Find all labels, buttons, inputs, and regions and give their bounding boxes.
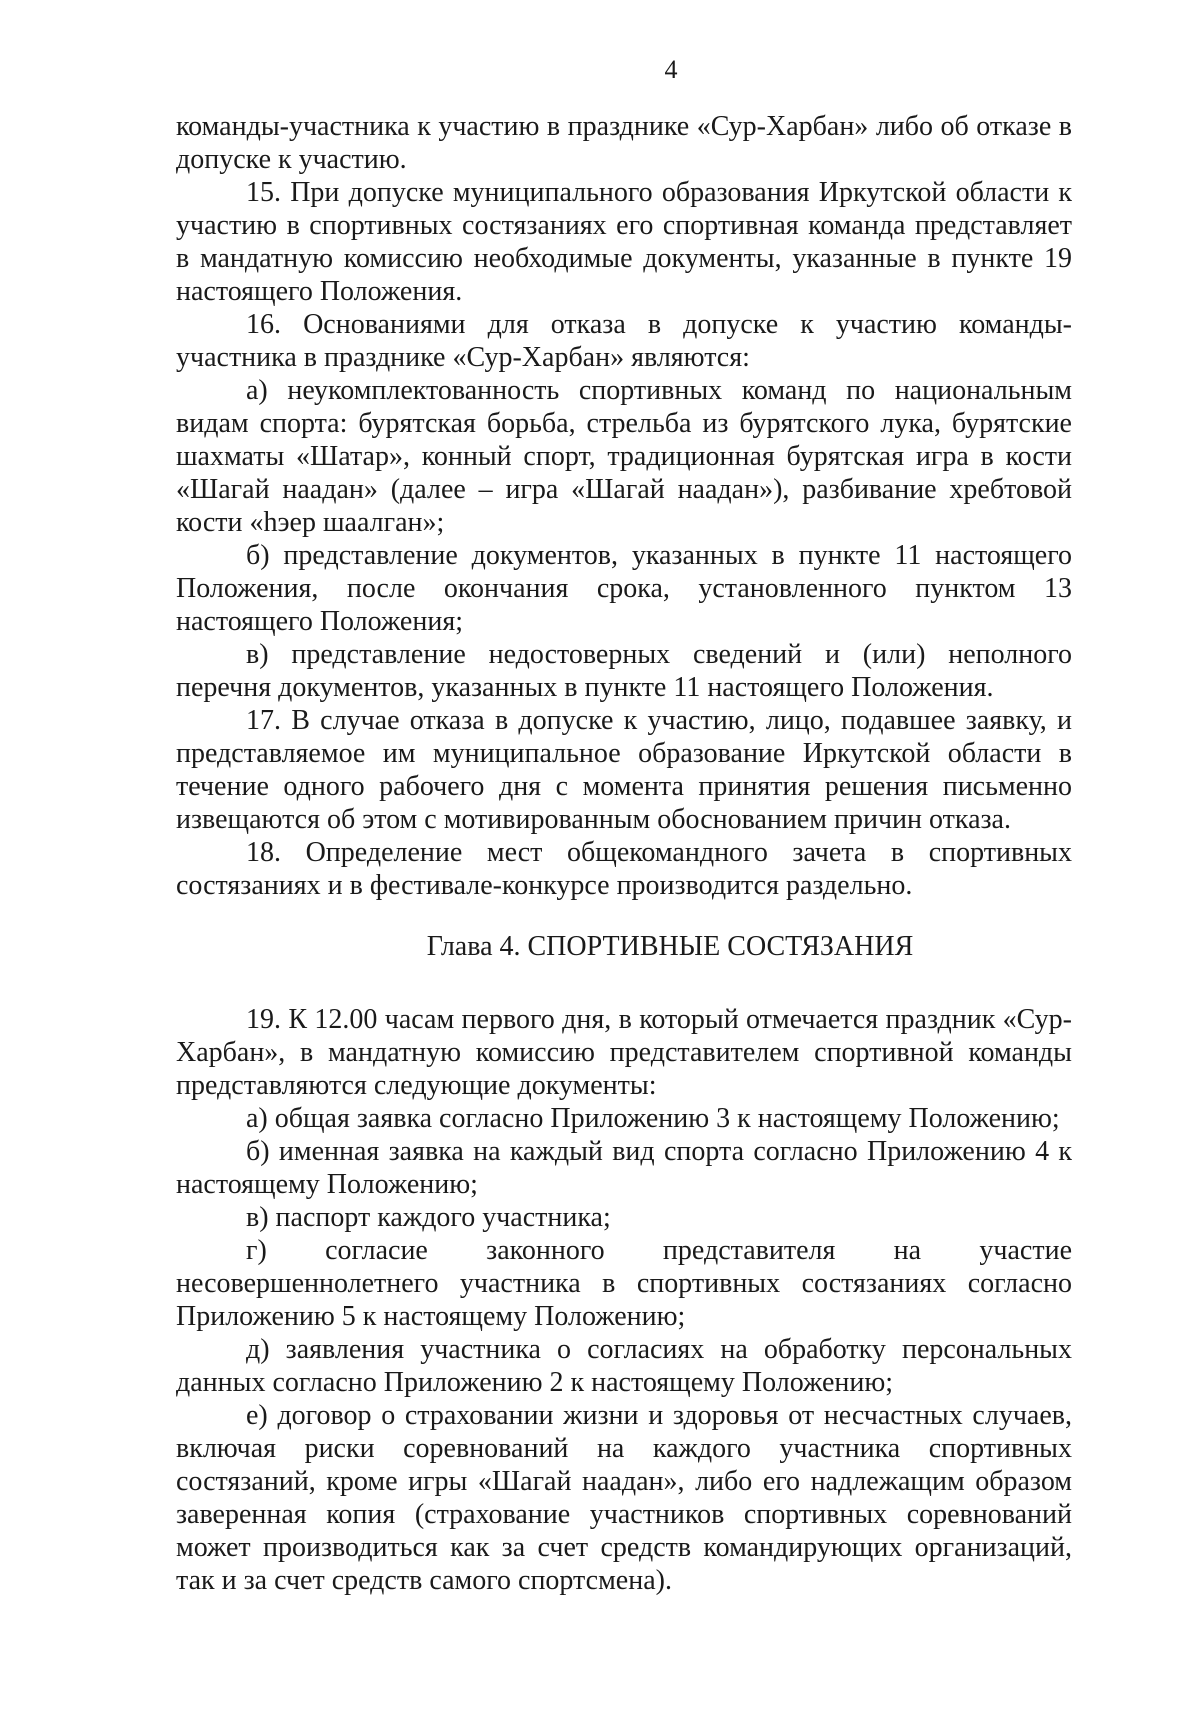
paragraph: б) представление документов, указанных в пункте 11 настоящего Положения, после окончания срока, установленного пунктом 13 настоящего Положения; [176,540,1072,637]
paragraph: д) заявления участника о согласиях на обработку персональных данных согласно Приложению 2 к настоящему Положению; [176,1334,1072,1398]
paragraph: 19. К 12.00 часам первого дня, в который отмечается праздник «Сур-Харбан», в мандатную комиссию представителем спортивной команды представляются следующие документы: [176,1004,1072,1101]
section-after-chapter [176,1003,1072,1597]
paragraph: в) представление недостоверных сведений и (или) неполного перечня документов, указанных в пункте 11 настоящего Положения. [176,639,1072,703]
section-before-chapter [176,110,1072,902]
chapter-title: Глава 4. СПОРТИВНЫЕ СОСТЯЗАНИЯ [426,931,914,962]
page-number: 4 [664,55,678,84]
paragraph: г) согласие законного представителя на участие несовершеннолетнего участника в спортивных состязаниях согласно Приложению 5 к настоящему Положению; [176,1235,1072,1332]
paragraph: 18. Определение мест общекомандного зачета в спортивных состязаниях и в фестивале-конкурсе производится раздельно. [176,837,1072,901]
paragraph: а) общая заявка согласно Приложению 3 к настоящему Положению; [246,1103,1060,1134]
paragraph: команды-участника к участию в празднике «Сур-Харбан» либо об отказе в допуске к участию. [176,111,1072,175]
paragraph: в) паспорт каждого участника; [246,1202,611,1233]
paragraph: е) договор о страховании жизни и здоровья от несчастных случаев, включая риски соревнований на каждого участника спортивных состязаний, кроме игры «Шагай наадан», либо его надлежащим образом заверенная копия (страхование участников спортивных соревнований может производиться как за счет средств командирующих организаций, так и за счет средств самого спортсмена). [176,1400,1072,1596]
paragraph: 15. При допуске муниципального образования Иркутской области к участию в спортивных состязаниях его спортивная команда представляет в мандатную комиссию необходимые документы, указанные в пункте 19 настоящего Положения. [176,177,1072,307]
document-body [176,110,1072,1597]
paragraph: 16. Основаниями для отказа в допуске к участию команды-участника в празднике «Сур-Харбан» являются: [176,309,1072,373]
paragraph: 17. В случае отказа в допуске к участию, лицо, подавшее заявку, и представляемое им муниципальное образование Иркутской области в течение одного рабочего дня с момента принятия решения письменно извещаются об этом с мотивированным обоснованием причин отказа. [176,705,1072,835]
paragraph: б) именная заявка на каждый вид спорта согласно Приложению 4 к настоящему Положению; [176,1136,1072,1200]
paragraph: а) неукомплектованность спортивных команд по национальным видам спорта: бурятская борьба, стрельба из бурятского лука, бурятские шахматы «Шатар», конный спорт, традиционная бурятская игра в кости «Шагай наадан» (далее – игра «Шагай наадан»), разбивание хребтовой кости «һэер шаалган»; [176,375,1072,538]
